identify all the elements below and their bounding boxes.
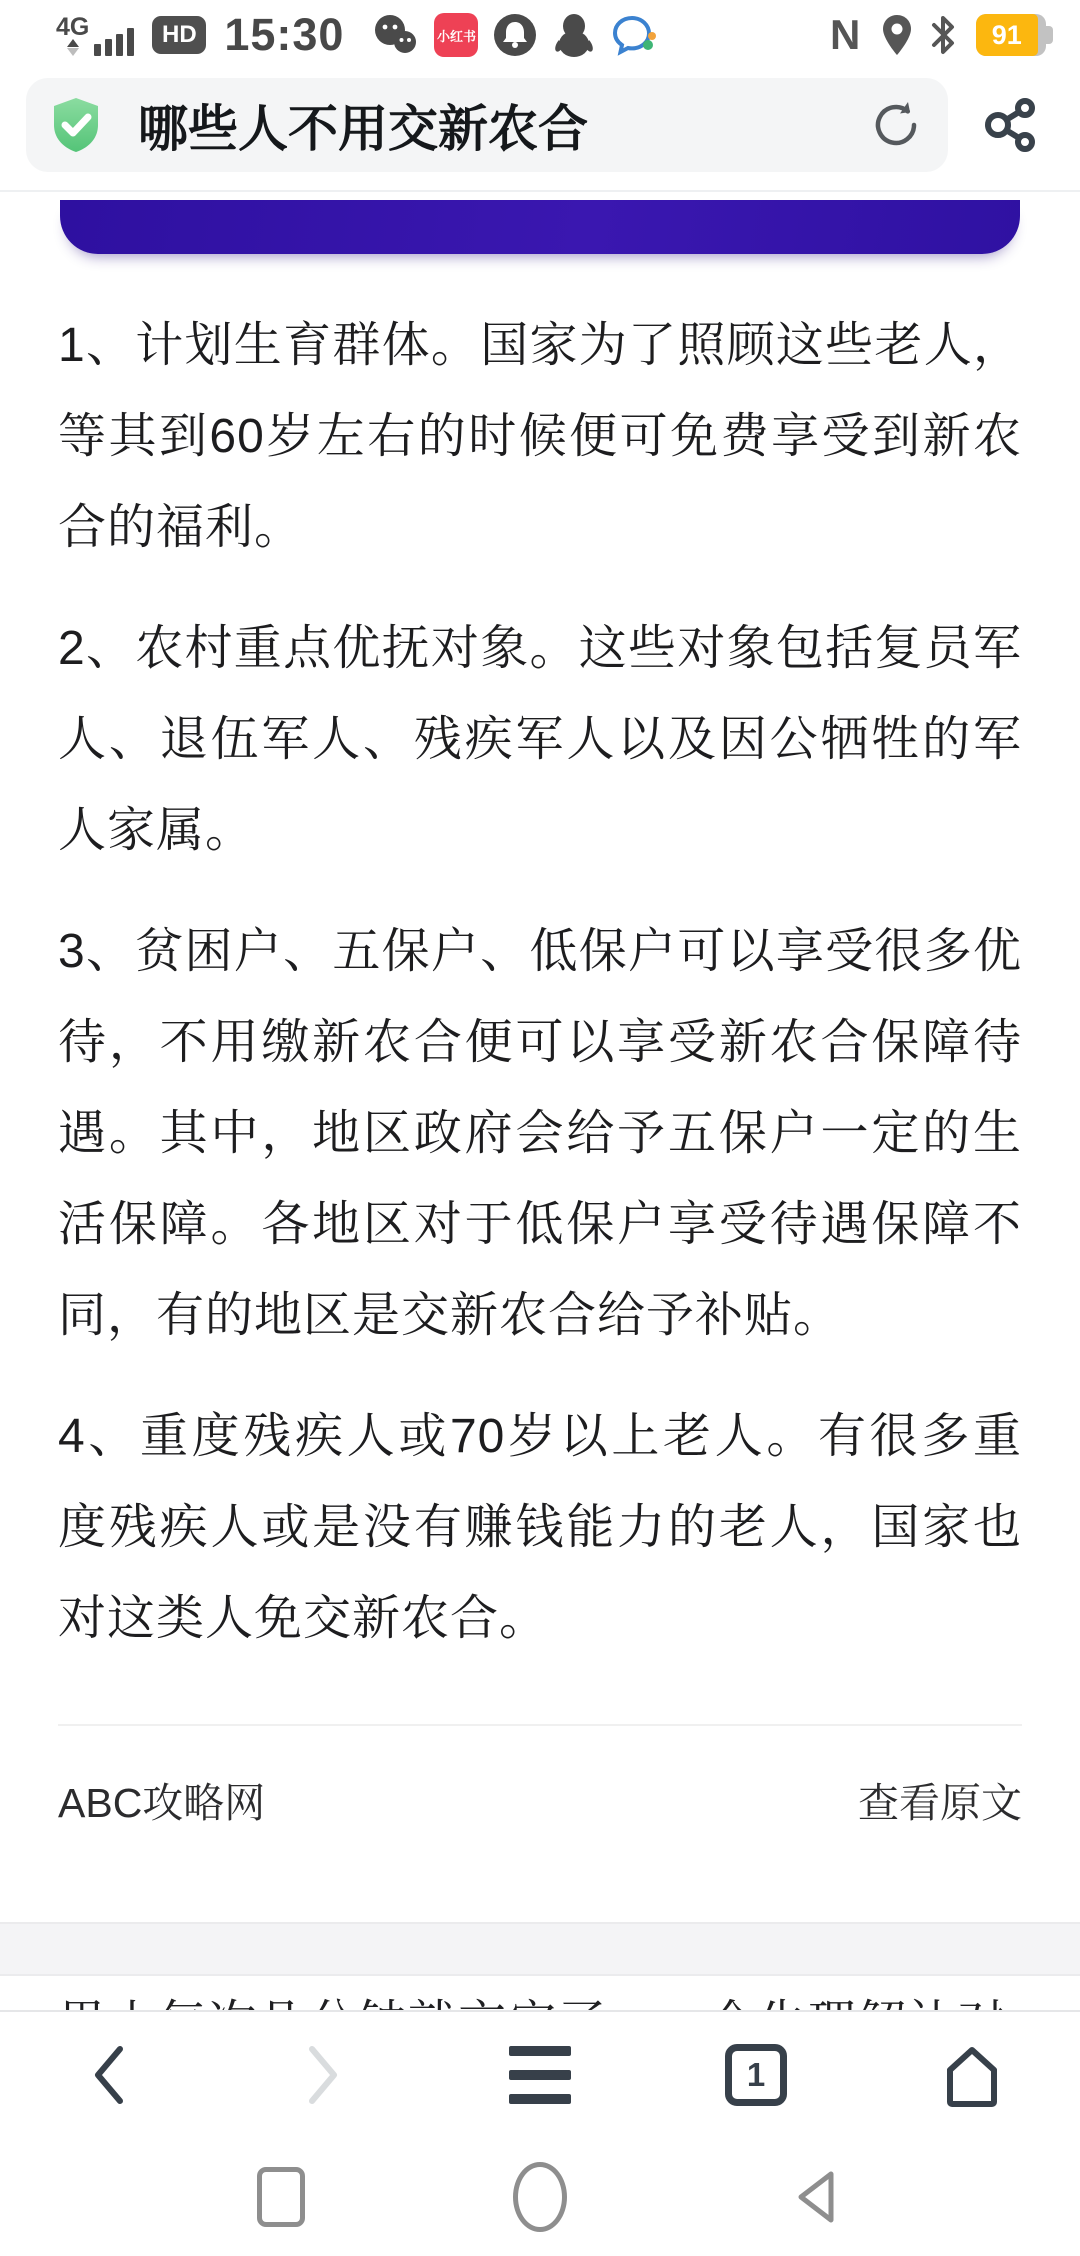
nfc-icon: [830, 13, 866, 57]
source-site-name: ABC攻略网: [58, 1780, 266, 1826]
battery-icon: [976, 14, 1046, 56]
hd-voice-icon: HD: [152, 16, 206, 54]
back-button[interactable]: [0, 2043, 216, 2107]
location-icon: [880, 13, 914, 57]
search-query-text[interactable]: 哪些人不用交新农合: [138, 101, 588, 157]
bell-app-notification-icon: [492, 12, 538, 58]
network-type-label: 4G: [56, 12, 90, 41]
paragraph-4: 4、重度残疾人或70岁以上老人。有很多重度残疾人或是没有赚钱能力的老人，国家也对这类人免交新农合。: [58, 1410, 1022, 1645]
tabs-button[interactable]: [648, 2044, 864, 2106]
refresh-icon[interactable]: [870, 99, 922, 151]
card-gap-band: [0, 1922, 1080, 1976]
browser-search-header: [0, 64, 1080, 192]
paragraph-1: 1、计划生育群体。国家为了照顾这些老人，等其到60岁左右的时候便可免费享受到新农合的福利。: [58, 319, 1022, 554]
article-body: [0, 254, 1080, 1829]
next-card-clipped-text: [58, 1978, 1022, 2010]
forward-button-disabled[interactable]: [216, 2043, 432, 2107]
bluetooth-icon: [928, 12, 958, 58]
xiaohongshu-notification-icon: 小红书: [434, 13, 478, 57]
home-nav-button[interactable]: [513, 2162, 567, 2232]
status-bar: [0, 0, 1080, 64]
wecom-notification-icon: [610, 12, 658, 58]
paragraph-3: 3、贫困户、五保户、低保户可以享受很多优待，不用缴新农合便可以享受新农合保障待遇。其中，地区政府会给予五保户一定的生活保障。各地区对于低保户享受待遇保障不同，有的地区是交新农合给予补贴。: [58, 925, 1022, 1342]
view-original-link[interactable]: 查看原文: [858, 1780, 1022, 1826]
status-time: 15:30: [224, 9, 345, 60]
back-nav-button[interactable]: [789, 2166, 841, 2228]
svg-text:N: N: [830, 11, 861, 58]
browser-toolbar: [0, 2010, 1080, 2138]
android-navigation-bar: [0, 2138, 1080, 2256]
hamburger-icon: [509, 2046, 571, 2104]
home-button[interactable]: [864, 2042, 1080, 2108]
result-card-banner[interactable]: [60, 200, 1020, 254]
wechat-notification-icon: [372, 13, 420, 57]
signal-strength-icon: [56, 12, 134, 56]
paragraph-2: 2、农村重点优抚对象。这些对象包括复员军人、退伍军人、残疾军人以及因公牺牲的军人家属。: [58, 622, 1022, 857]
battery-percent: 91: [991, 19, 1022, 50]
search-input[interactable]: [26, 78, 948, 172]
share-icon[interactable]: [982, 97, 1038, 153]
source-row: [58, 1726, 1022, 1829]
security-shield-icon: [48, 95, 104, 155]
qq-notification-icon: [552, 12, 596, 58]
tab-count-icon: 1: [725, 2044, 787, 2106]
menu-button[interactable]: [432, 2046, 648, 2104]
recents-button[interactable]: [257, 2167, 305, 2227]
